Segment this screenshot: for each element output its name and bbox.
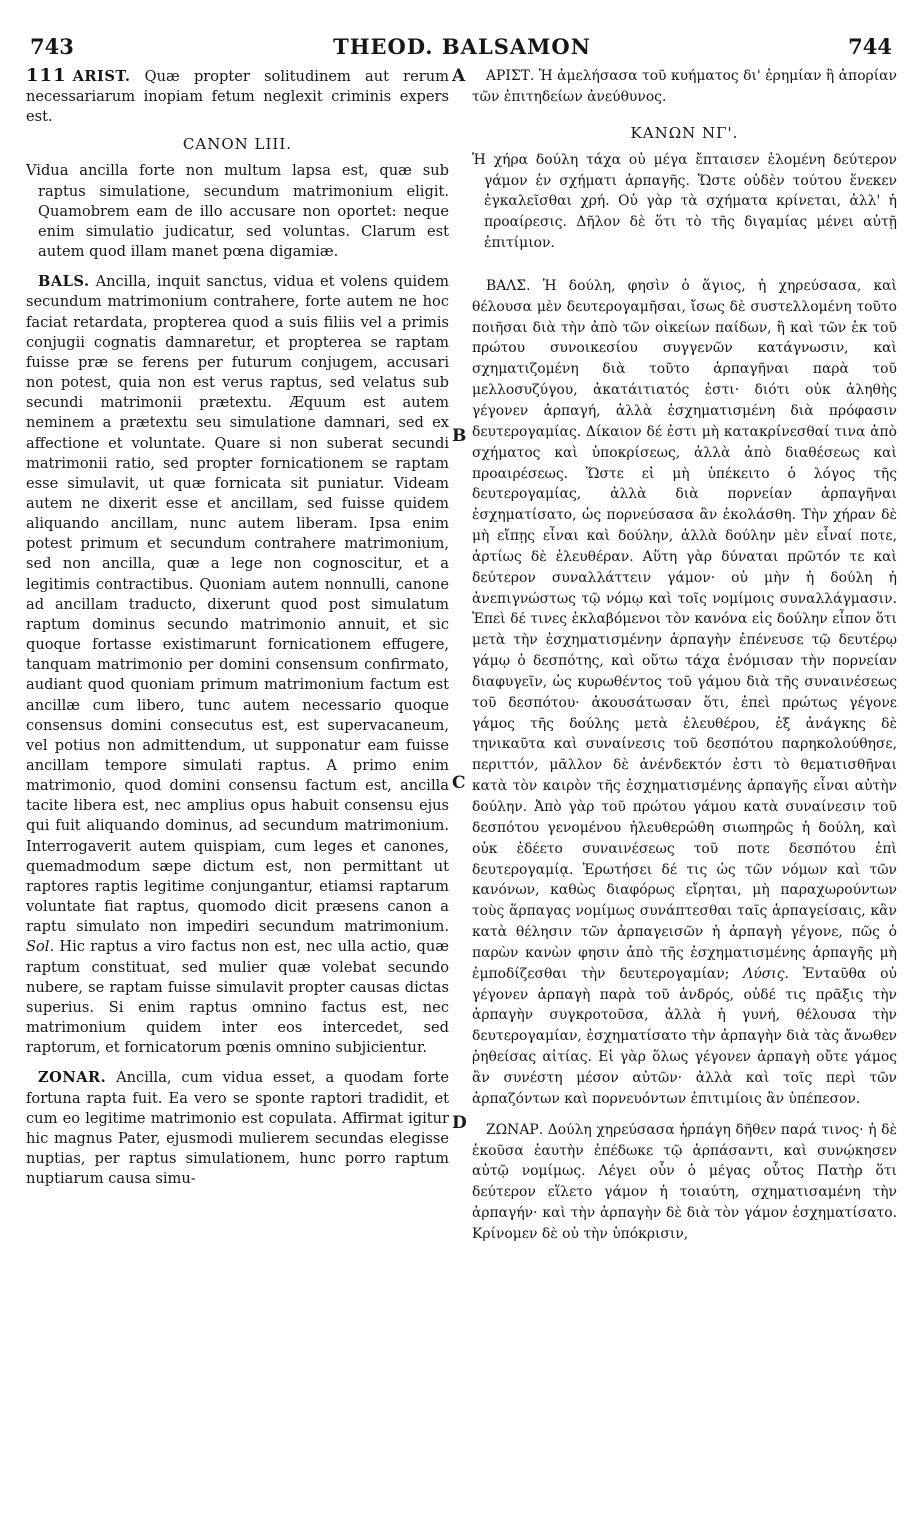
page-number-left: 743 bbox=[30, 34, 74, 59]
speaker-label: ΖΩΝΑΡ. bbox=[486, 1121, 544, 1138]
solution-label: Λύσις. bbox=[743, 965, 789, 982]
paragraph-text: Ἡ ἀμελήσασα τοῦ κυήματος δι' ἐρημίαν ἢ ἀπορίαν τῶν ἐπιτηδείων ἀνεύθυνος. bbox=[472, 68, 897, 105]
greek-column bbox=[472, 66, 897, 1538]
page-number-right: 744 bbox=[848, 34, 892, 59]
canon-heading-latin: CANON LIII. bbox=[182, 135, 293, 154]
latin-aristenus-paragraph bbox=[26, 66, 449, 127]
running-title: THEOD. BALSAMON bbox=[333, 34, 591, 59]
paragraph-text: Ancilla, inquit sanctus, vidua et volens quidem secundum matrimonium contrahere, forte autem ne hoc faciat retardata, propterea quod a suis filiis vel a primis conjugii cognatis damnaretur, et propterea se raptam fuisse præ se ferens per futurum conjugem, accusari non potest, quia non est verus raptus, sed velatus sub secundi matrimonii prætextu. Æquum est autem neminem a prætextu seu simulatione damnari, sed ex affectione et voluntate. Quare si non suberat secundi matrimonii ratio, sed propter fornicationem se raptam esse simulavit, ut quæ fornicata sit puniatur. Videam autem ne dixerit esse et ancillam, sed fuisse quidem aliquando ancillam, nunc autem liberam. Ipsa enim potest primum et secundum contrahere matrimonium, sed non ancilla, quæ a lege non cognoscitur, et a legitimis contractibus. Quoniam autem nonnulli, canone ad ancillam traducto, dixerunt quod post simulatum raptum dominus secundo matrimonio annuit, et sic quoque fortasse existimarunt fornicationem effugere, tanquam matrimonio per domini consensum confirmato, audiant quod quoniam primum matrimonium factum est ancillæ cum libero, tunc autem necessario quoque consensus domini consecutus est, est supervacaneum, vel potius non admittendum, ut supponatur eam fuisse ancillam tempore simulati raptus. A primo enim matrimonio, quod domini consensu factum est, ancilla tacite libera est, nec amplius opus habuit consensu ejus qui fuit aliquando dominus, ad secundum matrimonium. Interrogaverit autem quispiam, cum leges et canones, quemadmodum sæpe dictum est, non permittant ut raptores raptis legitime conjungantur, etiamsi raptarum voluntate fiat raptus, quomodo dicit præsens canon a raptu simulato non impediri secundum matrimonium. bbox=[26, 273, 449, 936]
paragraph-text-continued: Hic raptus a viro factus non est, nec ulla actio, quæ raptum constituat, sed mulier quæ volebat secundo nubere, se raptam fuisse simulavit propter causas dictas superius. Si enim raptus omnino factus est, nec matrimonium quidem inter eos intercedet, sed raptorum, et fornicatorum pœnis omnino subjicientur. bbox=[26, 938, 449, 1057]
margin-marker-a: A bbox=[452, 66, 466, 86]
greek-balsamon-paragraph bbox=[472, 276, 897, 1110]
solution-label: Sol. bbox=[26, 938, 55, 956]
margin-marker-b: B bbox=[452, 426, 467, 446]
speaker-label: ΒΑΛΣ. bbox=[486, 277, 531, 294]
greek-zonaras-paragraph bbox=[472, 1120, 897, 1245]
greek-canon-text: Ἡ χήρα δούλη τάχα οὐ μέγα ἔπταισεν ἑλομένη δεύτερον γάμον ἐν σχήματι ἁρπαγῆς. Ὥστε οὐδὲν τούτου ἕνεκεν ἐγκαλεῖσθαι χρή. Οὐ γὰρ τὰ σχήματα κρίνεται, ἀλλ' ἡ προαίρεσις. Δῆλον δὲ ὅτι τὸ τῆς διγαμίας μένει αὐτῇ ἐπιτίμιον. bbox=[472, 151, 897, 252]
paragraph-text: Quæ propter solitudinem aut rerum necessariarum inopiam fetum neglexit criminis expers est. bbox=[26, 68, 449, 126]
margin-marker-d: D bbox=[452, 1113, 467, 1133]
paragraph-text: Δούλη χηρεύσασα ἡρπάγη δῆθεν παρά τινος· ἡ δὲ ἑκοῦσα ἑαυτὴν ἐπέδωκε τῷ ἁρπάσαντι, καὶ συνῴκησεν αὐτῷ νομίμως. Λέγει οὖν ὁ μέγας οὗτος Πατὴρ ὅτι δεύτερον εἵλετο γάμον ἡ τοιαύτη, σχηματισαμένη τὴν ἁρπαγήν· καὶ τὴν ἁρπαγὴν δὲ διὰ τὸν γάμον ἐσχηματίσατο. Κρίνομεν δὲ οὐ τὴν ὑπόκρισιν, bbox=[472, 1121, 897, 1242]
latin-balsamon-paragraph bbox=[26, 272, 449, 1058]
latin-canon-text: Vidua ancilla forte non multum lapsa est, quæ sub raptus simulatione, secundum matrimonium eligit. Quamobrem eam de illo accusare non oportet: neque enim simulatio judicatur, sed voluntas. Clarum est autem quod illam manet pœna digamiæ. bbox=[26, 162, 449, 261]
paragraph-text: Ancilla, cum vidua esset, a quodam forte fortuna rapta fuit. Ea vero se sponte raptori tradidit, et cum eo legitime matrimonio est copulata. Affirmat igitur hic magnus Pater, ejusmodi mulierem secundas elegisse nuptias, per raptus simulationem, hunc porro raptum nuptiarum causa simu- bbox=[26, 1069, 449, 1188]
section-number: 111 bbox=[26, 66, 67, 86]
speaker-label: ARIST. bbox=[72, 68, 131, 85]
latin-column bbox=[26, 66, 449, 1538]
margin-marker-c: C bbox=[452, 773, 466, 793]
speaker-label: ΑΡΙΣΤ. bbox=[486, 68, 535, 84]
speaker-label: ZONAR. bbox=[38, 1069, 107, 1087]
latin-zonaras-paragraph bbox=[26, 1068, 449, 1189]
paragraph-text: Ἡ δούλη, φησὶν ὁ ἅγιος, ἡ χηρεύσασα, καὶ θέλουσα μὲν δευτερογαμῆσαι, ἴσως δὲ συστελλομένη τοῦτο ποιῆσαι διὰ τὴν ἀπὸ τῶν οἰκείων παίδων, ἢ καὶ τῶν ἐκ τοῦ πρώτου συνοικεσίου συγγενῶν κατάγνωσιν, καὶ σχηματιζομένη διὰ τοῦτο ἁρπαγῆναι παρὰ τοῦ μελλοσυζύγου, ἀκατάιτιατός ἐστι· διότι οὐκ ἀληθὴς γέγονεν ἁρπαγή, ἀλλὰ ἐσχηματισμένη διὰ πρόφασιν δευτερογαμίας. Δίκαιον δέ ἐστι μὴ κατακρίνεσθαί τινα ἀπὸ σχήματος καὶ ὑποκρίσεως, ἀλλὰ ἀπὸ διαθέσεως καὶ προαιρέσεως. Ὥστε εἰ μὴ ὑπέκειτο ὁ λόγος τῆς δευτερογαμίας, ἀλλὰ διὰ πορνείαν ἁρπαγῆναι ἐσχηματίσατο, ὡς πορνεύσασα ἂν ἐκολάσθη. Τὴν χήραν δὲ μὴ εἴπῃς εἶναι καὶ δούλην, ἀλλὰ δούλην μὲν εἶναί ποτε, ἀρτίως δὲ ἐλευθέραν. Αὕτη γὰρ δύναται πρῶτόν τε καὶ δεύτερον συναλλάττειν γάμον· οὐ μὴν ἡ δούλη ἡ ἀνεπιγνώστως τῷ νόμῳ καὶ τοῖς νομίμοις συναλλάγμασιν. Ἐπεὶ δέ τινες ἐκλαβόμενοι τὸν κανόνα εἰς δούλην εἶπον ὅτι μετὰ τὴν ἐσχηματισμένην ἁρπαγὴν ἐπένευσε τῷ δευτέρῳ γάμῳ ὁ δεσπότης, καὶ οὕτω τάχα ἐνόμισαν τὴν πορνείαν διαφυγεῖν, ὡς κυρωθέντος τοῦ γάμου διὰ τῆς συναινέσεως τοῦ δεσπότου· ἀκουσάτωσαν ὅτι, ἐπεὶ πρώτως γέγονε γάμος τῆς δούλης μετὰ ἐλευθέρου, ἐξ ἀνάγκης δὲ τηνικαῦτα καὶ συναίνεσις τοῦ δεσπότου παρηκολούθησε, περιττόν, μᾶλλον δὲ ἀνένδεκτόν ἐστι τὸ θεματισθῆναι κατὰ τὸν καιρὸν τῆς ἐσχηματισμένης ἁρπαγῆς εἶναι αὐτὴν δούλην. Ἀπὸ γὰρ τοῦ πρώτου γάμου κατὰ συναίνεσιν τοῦ δεσπότου γενομένου ἠλευθερώθη σιωπηρῶς ἡ δούλη, καὶ οὐκ ἐδέετο συναινέσεως τοῦ ποτε δεσπότου ἐπὶ δευτερογαμίᾳ. Ἐρωτήσει δέ τις ὡς τῶν νόμων καὶ τῶν κανόνων, καθὼς διαφόρως εἴρηται, μὴ παραχωρούντων τοὺς ἅρπαγας νομίμως συνάπτεσθαι ταῖς ἁρπαγείσαις, κἂν κατὰ θέλησιν τῶν ἁρπαγεισῶν ἡ ἁρπαγὴ γέγονε, πῶς ὁ παρὼν κανὼν φησιν ἀπὸ τῆς ἐσχηματισμένης ἁρπαγῆς μὴ ἐμποδίζεσθαι τὴν δευτερογαμίαν; bbox=[472, 277, 897, 982]
greek-aristenus-paragraph bbox=[472, 66, 897, 108]
speaker-label: BALS. bbox=[38, 273, 90, 291]
paragraph-text-continued: Ἐνταῦθα οὐ γέγονεν ἁρπαγὴ παρὰ τοῦ ἀνδρός, οὐδέ τις πρᾶξις τὴν ἁρπαγὴν συγκροτοῦσα, ἀλλὰ ἡ γυνή, θέλουσα τὴν δευτερογαμίαν, ἐσχηματίσατο τὴν ἁρπαγὴν διὰ τὰς ἄνωθεν ῥηθείσας αἰτίας. Εἰ γὰρ ὅλως γέγονεν ἁρπαγὴ οὔτε γάμος ἂν συνέστη μέσον αὐτῶν· ἀλλὰ καὶ τοῖς περὶ τῶν ἁρπαζόντων καὶ πορνευόντων ἐπιτιμίοις ἂν ὑπέπεσον. bbox=[472, 965, 897, 1107]
canon-heading-greek: ΚΑΝΩΝ ΝΓ'. bbox=[630, 123, 739, 142]
